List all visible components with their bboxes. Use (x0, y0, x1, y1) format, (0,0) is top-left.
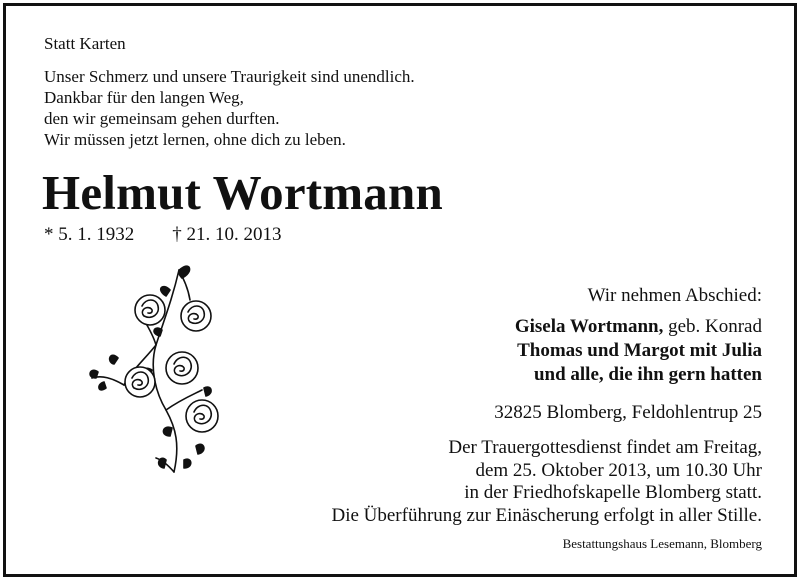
poem (44, 66, 415, 150)
birth-date: * 5. 1. 1932 (44, 224, 135, 245)
farewell-intro: Wir nehmen Abschied: (587, 285, 762, 306)
mourner-line: und alle, die ihn gern hatten (533, 364, 762, 385)
poem-line: den wir gemeinsam gehen durften. (44, 109, 280, 128)
poem-line: Dankbar für den langen Weg, (44, 88, 244, 107)
undertaker-credit: Bestattungshaus Lesemann, Blomberg (562, 536, 762, 551)
mourner-address: 32825 Blomberg, Feldohlentrup 25 (494, 402, 762, 423)
death-date: † 21. 10. 2013 (172, 224, 282, 245)
mourner-line (331, 315, 762, 339)
poem-line: Unser Schmerz und unsere Traurigkeit sind unendlich. (44, 67, 415, 86)
deceased-name: Helmut Wortmann (42, 165, 443, 220)
mourners-block (331, 284, 762, 527)
service-line: dem 25. Oktober 2013, um 10.30 Uhr (475, 459, 762, 481)
mourner-line: Thomas und Margot mit Julia (517, 340, 762, 361)
mourner-maiden-name: geb. Konrad (663, 316, 762, 337)
mourner-name: Gisela Wortmann, (514, 316, 664, 337)
service-info (331, 437, 762, 527)
service-line: Der Trauergottesdienst findet am Freitag, (448, 437, 762, 458)
service-line: in der Friedhofskapelle Blomberg statt. (464, 482, 762, 503)
service-line: Die Überführung zur Einäscherung erfolgt in aller Stille. (331, 504, 762, 526)
obituary-notice (3, 3, 797, 577)
poem-line: Wir müssen jetzt lernen, ohne dich zu leben. (44, 130, 346, 149)
statt-karten-label: Statt Karten (44, 34, 126, 53)
life-dates (44, 224, 282, 246)
roses-illustration-icon (84, 260, 224, 478)
